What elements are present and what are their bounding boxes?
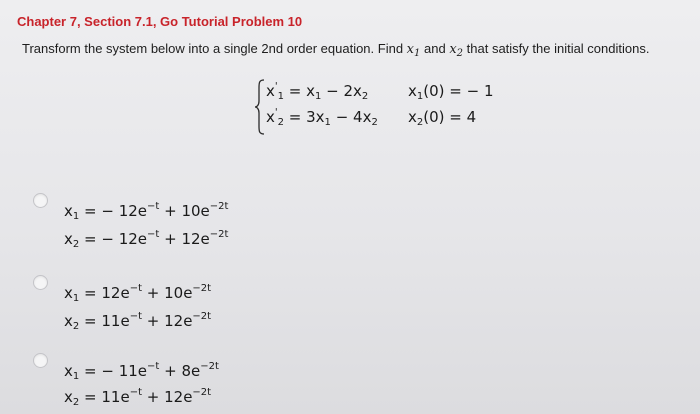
choice-b-x2: $x_2 = 11e^{-t} + 12e^{-2t}$ — [64, 311, 212, 332]
choice-a-x1: $x_1$ = − $12e^{-t} + 10e^{-2t}$ — [64, 201, 229, 222]
instructions-var-x2: $x_2$ — [449, 42, 464, 59]
choice-c-x1: $x_1$ = − $11e^{-t} + 8e^{-2t}$ — [64, 361, 219, 382]
instructions-text-2: and — [420, 41, 450, 56]
problem-instructions — [22, 41, 649, 57]
choice-b-x1: $x_1 = 12e^{-t} + 10e^{-2t}$ — [64, 283, 212, 304]
problem-title: Chapter 7, Section 7.1, Go Tutorial Problem 10 — [17, 14, 303, 29]
instructions-var-x1: $x_1$ — [406, 42, 421, 59]
equation-system — [254, 79, 514, 135]
instructions-text-1: Transform the system below into a single 2nd order equation. Find — [22, 41, 407, 56]
initial-condition-2: $x_2(0) = 4$ — [408, 108, 477, 128]
choice-c-x2: $x_2 = 11e^{-t} + 12e^{-2t}$ — [64, 387, 212, 408]
choice-c-radio[interactable] — [33, 353, 48, 368]
choice-a-radio[interactable] — [33, 193, 48, 208]
system-brace — [254, 79, 266, 135]
initial-condition-1: $x_1(0)$ = − 1 — [408, 82, 494, 102]
system-equation-2: $x'_2 = 3x_1 - 4x_2$ — [266, 107, 378, 128]
system-equation-1: $x'_1 = x_1 - 2x_2$ — [266, 81, 369, 102]
choice-b-radio[interactable] — [33, 275, 48, 290]
instructions-text-3: that satisfy the initial conditions. — [463, 41, 650, 56]
choice-a-x2: $x_2$ = − $12e^{-t} + 12e^{-2t}$ — [64, 229, 229, 250]
